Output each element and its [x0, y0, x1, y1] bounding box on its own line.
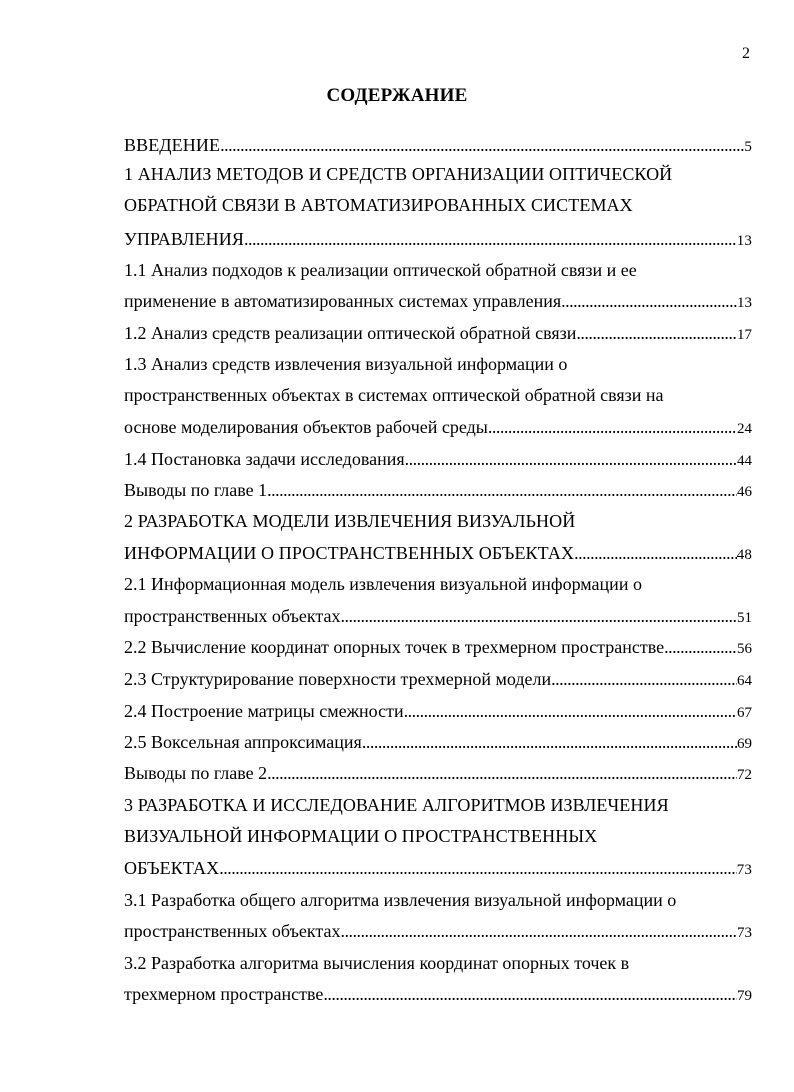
toc-entry-1-3-cont: пространственных объектах в системах оптической обратной связи на [124, 385, 664, 405]
dot-leader [405, 448, 737, 470]
dot-leader [340, 605, 737, 627]
dot-leader [244, 228, 737, 250]
toc-entry-chapter-1[interactable]: 1 АНАЛИЗ МЕТОДОВ И СРЕДСТВ ОРГАНИЗАЦИИ ОПТИЧЕСКОЙ [124, 164, 673, 184]
toc-entry-conclusions-2[interactable]: Выводы по главе 2 ..... 72 [124, 762, 752, 786]
toc-entry-2-1-end: пространственных объектах ..... 51 [124, 605, 752, 629]
toc-page-number: 44 [737, 453, 752, 469]
toc-entry-3-1-end: пространственных объектах ..... 73 [124, 920, 752, 944]
dot-leader [362, 731, 737, 753]
dot-leader [561, 290, 737, 312]
toc-entry-2-3[interactable]: 2.3 Структурирование поверхности трехмерной модели ..... 64 [124, 668, 752, 692]
toc-entry-3-2[interactable]: 3.2 Разработка алгоритма вычисления координат опорных точек в [124, 953, 630, 973]
toc-entry-3-1[interactable]: 3.1 Разработка общего алгоритма извлечения визуальной информации о [124, 890, 677, 910]
toc-page-number: 64 [737, 673, 752, 689]
dot-leader [551, 668, 737, 690]
toc-entry-chapter-1-cont: ОБРАТНОЙ СВЯЗИ В АВТОМАТИЗИРОВАННЫХ СИСТЕМАХ [124, 195, 633, 215]
dot-leader [340, 920, 737, 942]
toc-entry-3-2-end: трехмерном пространстве ..... 79 [124, 983, 752, 1007]
toc-entry-1-4[interactable]: 1.4 Постановка задачи исследования ..... 44 [124, 448, 752, 472]
toc-page-number: 17 [737, 327, 752, 343]
dot-leader [576, 322, 737, 344]
toc-page-number: 56 [737, 641, 752, 657]
toc-page-number: 24 [737, 421, 752, 437]
toc-entry-chapter-3[interactable]: 3 РАЗРАБОТКА И ИССЛЕДОВАНИЕ АЛГОРИТМОВ ИЗВЛЕЧЕНИЯ [124, 795, 669, 815]
dot-leader [220, 134, 744, 156]
toc-entry-1-3-end: основе моделирования объектов рабочей среды ..... 24 [124, 416, 752, 440]
page-title: СОДЕРЖАНИЕ [326, 85, 468, 106]
toc-entry-conclusions-1[interactable]: Выводы по главе 1 ..... 46 [124, 479, 752, 503]
dot-leader [574, 542, 737, 564]
toc-entry-1-2[interactable]: 1.2 Анализ средств реализации оптической обратной связи ..... 17 [124, 322, 752, 346]
toc-page-number: 51 [737, 610, 752, 626]
toc-entry-intro[interactable]: ВВЕДЕНИЕ ..... 5 [124, 134, 752, 158]
toc-page-number: 73 [736, 862, 752, 878]
toc-entry-1-3[interactable]: 1.3 Анализ средств извлечения визуальной информации о [124, 354, 568, 374]
dot-leader [267, 762, 737, 784]
toc-entry-2-4[interactable]: 2.4 Построение матрицы смежности ..... 67 [124, 700, 752, 724]
toc-entry-2-2[interactable]: 2.2 Вычисление координат опорных точек в трехмерном пространстве ..... 56 [124, 636, 752, 660]
toc-page-number: 46 [737, 484, 752, 500]
dot-leader [219, 857, 737, 879]
dot-leader [404, 700, 737, 722]
toc-page-number: 79 [737, 988, 752, 1004]
toc-entry-chapter-3-cont: ВИЗУАЛЬНОЙ ИНФОРМАЦИИ О ПРОСТРАНСТВЕННЫХ [124, 826, 598, 846]
toc-entry-2-5[interactable]: 2.5 Воксельная аппроксимация ..... 69 [124, 731, 752, 755]
page-number: 2 [742, 45, 750, 62]
toc-entry-2-1[interactable]: 2.1 Информационная модель извлечения визуальной информации о [124, 574, 642, 594]
toc-page-number: 69 [737, 736, 752, 752]
toc-entry-chapter-3-end: ОБЪЕКТАХ ..... 73 [124, 857, 752, 881]
toc-page-number: 72 [737, 767, 752, 783]
toc-entry-chapter-2-end: ИНФОРМАЦИИ О ПРОСТРАНСТВЕННЫХ ОБЪЕКТАХ ..... 48 [124, 542, 752, 566]
toc-entry-1-1-end: применение в автоматизированных системах управления ..... 13 [124, 290, 752, 314]
dot-leader [488, 416, 737, 438]
dot-leader [323, 983, 737, 1005]
toc-page-number: 67 [737, 705, 752, 721]
toc-page-number: 13 [737, 295, 752, 311]
toc-entry-chapter-2[interactable]: 2 РАЗРАБОТКА МОДЕЛИ ИЗВЛЕЧЕНИЯ ВИЗУАЛЬНОЙ [124, 511, 576, 531]
toc-entry-1-1[interactable]: 1.1 Анализ подходов к реализации оптической обратной связи и ее [124, 260, 637, 280]
dot-leader [267, 479, 737, 501]
dot-leader [664, 636, 737, 658]
toc-entry-chapter-1-end: УПРАВЛЕНИЯ ..... 13 [124, 228, 752, 252]
toc-page-number: 73 [737, 925, 752, 941]
toc-page-number: 13 [736, 233, 752, 249]
toc-page-number: 48 [736, 547, 752, 563]
toc-page-number: 5 [744, 139, 752, 155]
